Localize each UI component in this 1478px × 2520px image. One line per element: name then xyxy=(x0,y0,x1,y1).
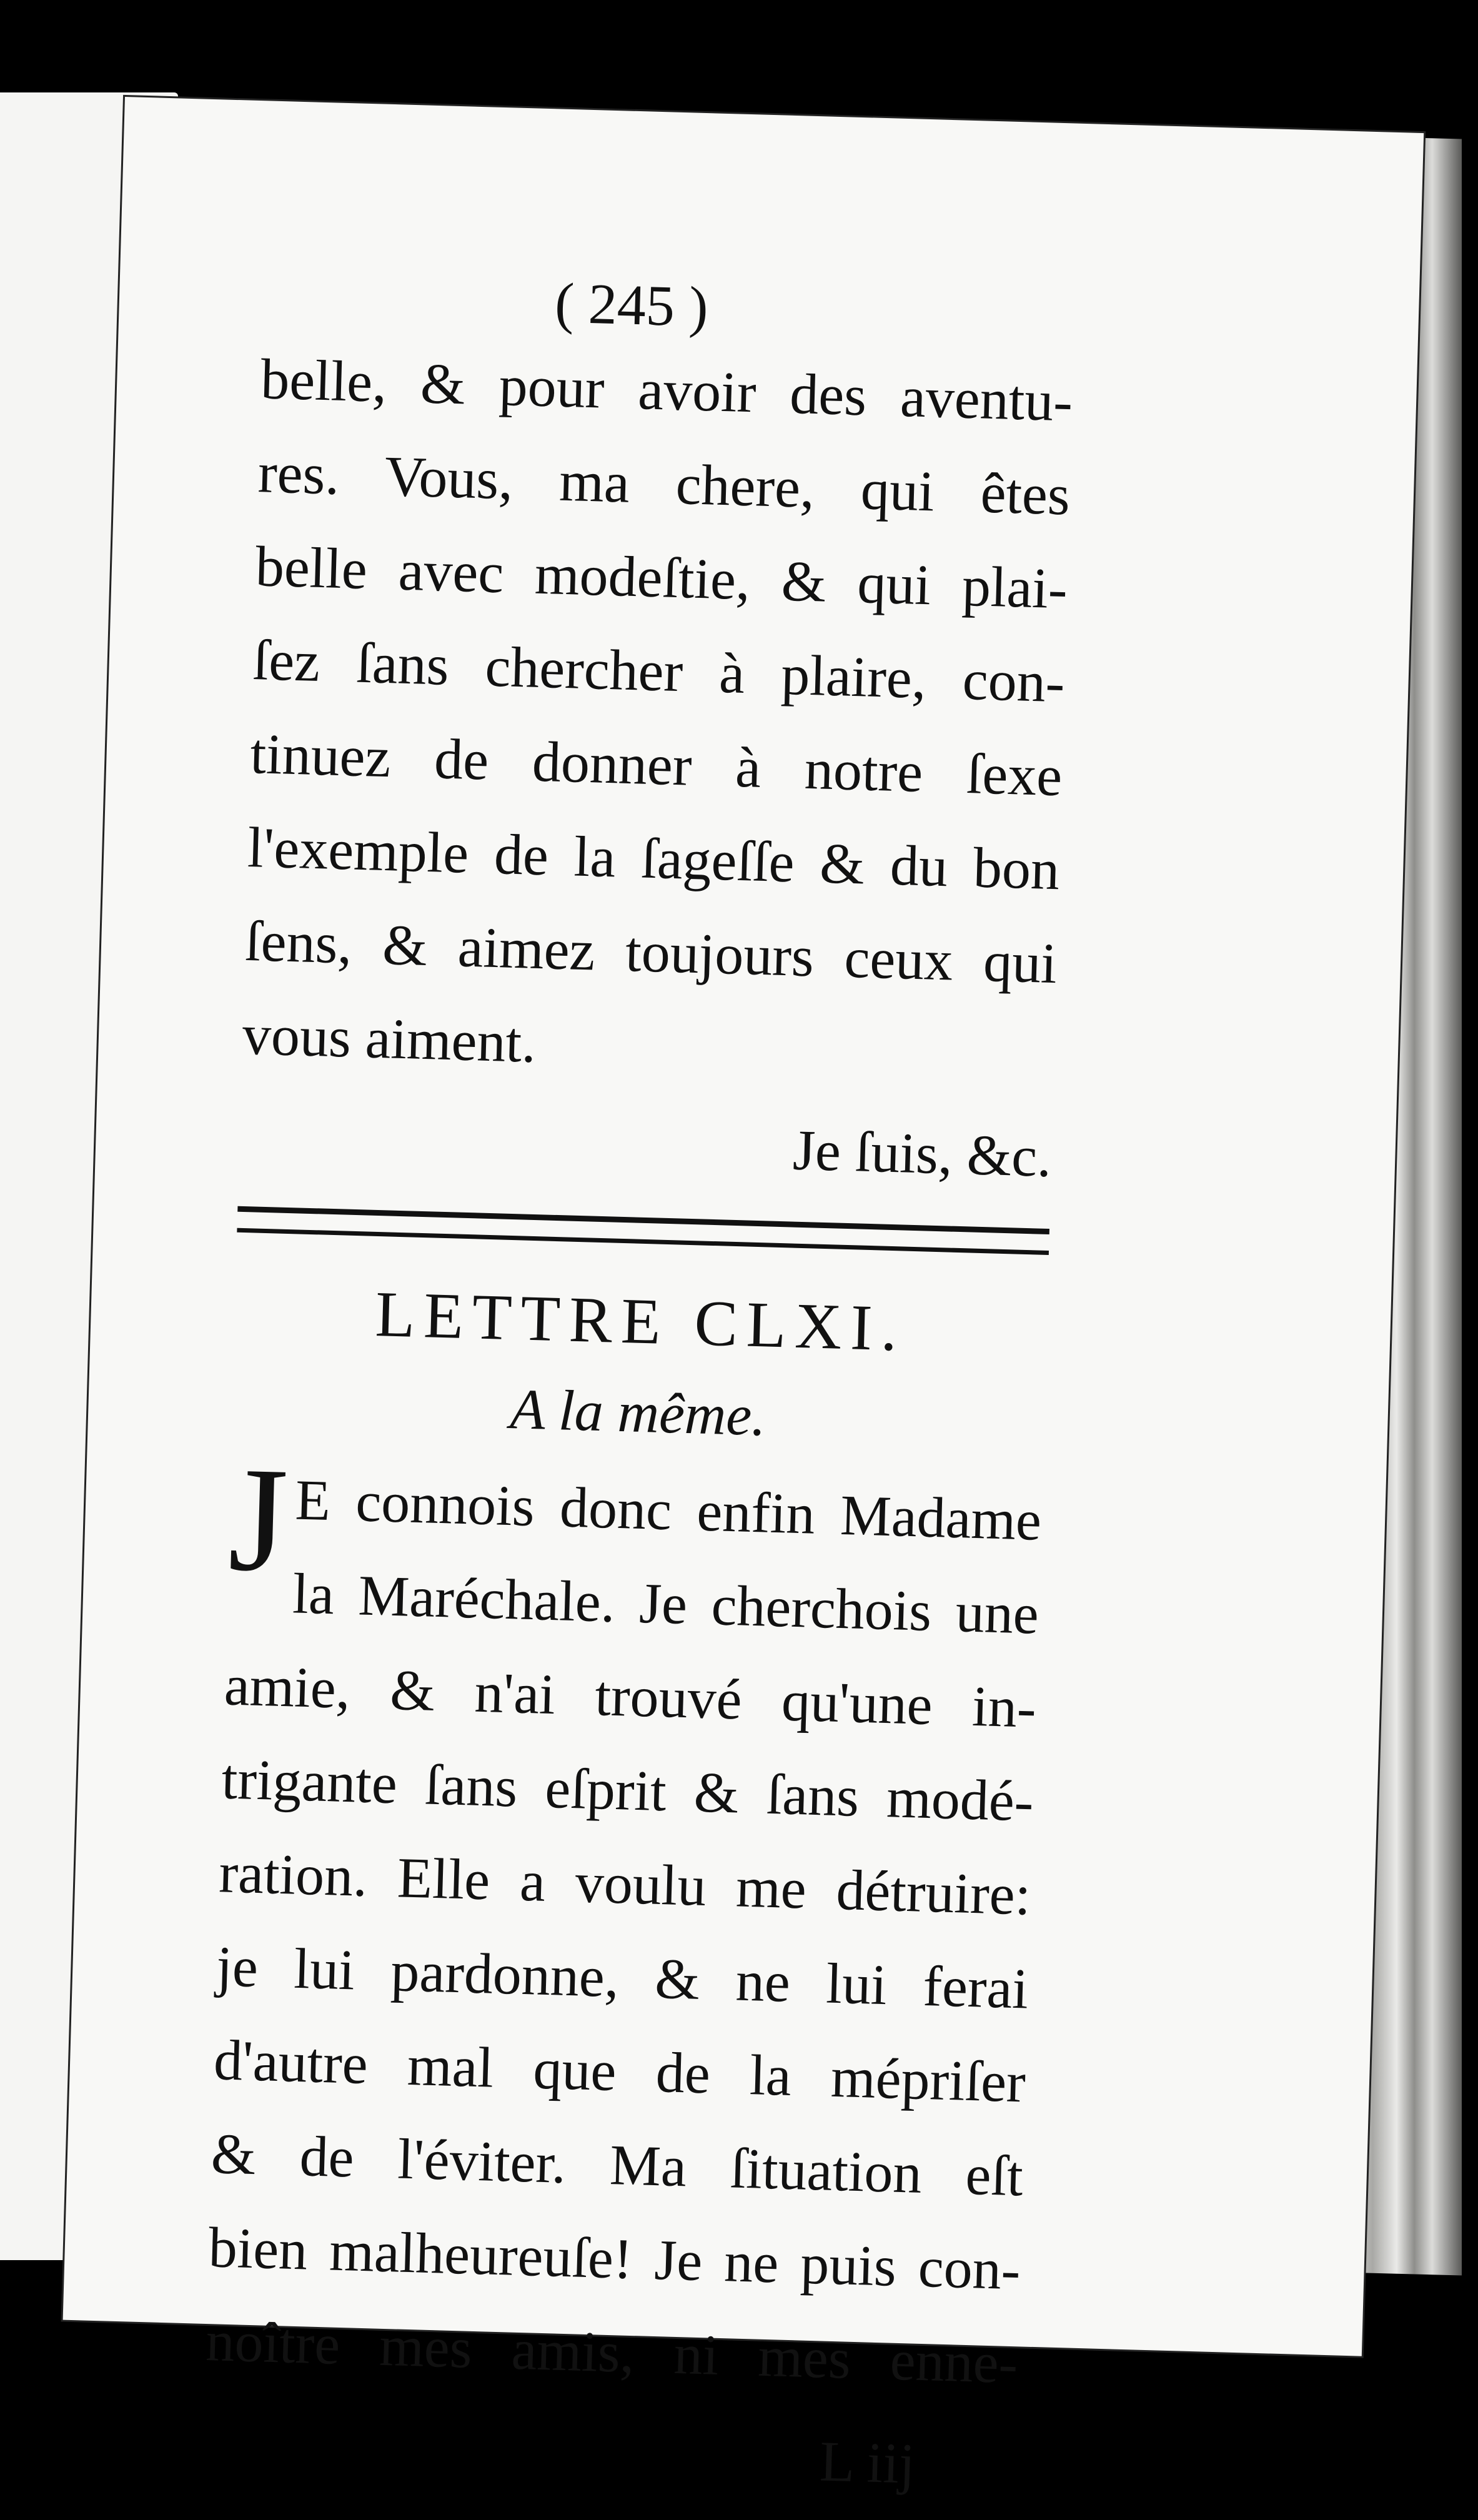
text-line: belle avec modeſtie, & qui plai- xyxy=(254,534,1069,621)
page-number: ( 245 ) xyxy=(554,270,710,339)
section-divider xyxy=(237,1206,1049,1255)
text-line: trigante ſans eſprit & ſans modé- xyxy=(221,1747,1034,1833)
signature-mark: L iij xyxy=(818,2429,916,2496)
text-line: la Maréchale. Je cherchois une xyxy=(292,1561,1040,1646)
page-content xyxy=(202,257,1076,2510)
text-line: res. Vous, ma chere, qui êtes xyxy=(257,440,1071,527)
text-line: ſens, & aimez toujours ceux qui xyxy=(244,908,1058,996)
text-line: amie, & n'ai trouvé qu'une in- xyxy=(223,1653,1037,1740)
text-line: E connois donc enfin Madame xyxy=(294,1467,1043,1552)
drop-cap: J xyxy=(226,1435,290,1604)
letter-subtitle: A la même. xyxy=(509,1377,767,1448)
text-line: je lui pardonne, & ne lui ferai xyxy=(216,1934,1029,2021)
letter-body xyxy=(205,1435,1043,2411)
text-line: noître mes amis, ni mes enne- xyxy=(205,2309,1019,2396)
text-line: bien malheureuſe! Je ne puis con- xyxy=(207,2215,1021,2302)
text-line: & de l'éviter. Ma ſituation eſt xyxy=(210,2121,1024,2208)
text-line: vous aiment. xyxy=(241,1002,537,1074)
letter-title: LETTRE CLXI. xyxy=(374,1277,907,1365)
continuation-paragraph xyxy=(241,332,1074,1104)
text-line: tinuez de donner à notre ſexe xyxy=(249,722,1063,808)
text-line: d'autre mal que de la mépriſer xyxy=(212,2028,1027,2115)
book-page xyxy=(63,97,1424,2496)
text-line: ſez ſans chercher à plaire, con- xyxy=(252,628,1066,715)
signoff: Je ſuis, &c. xyxy=(791,1118,1053,1189)
text-line: belle, & pour avoir des aventu- xyxy=(260,347,1074,434)
text-line: l'exemple de la ſageſſe & du bon xyxy=(247,815,1061,902)
text-line: ration. Elle a voulu me détruire: xyxy=(218,1840,1032,1927)
